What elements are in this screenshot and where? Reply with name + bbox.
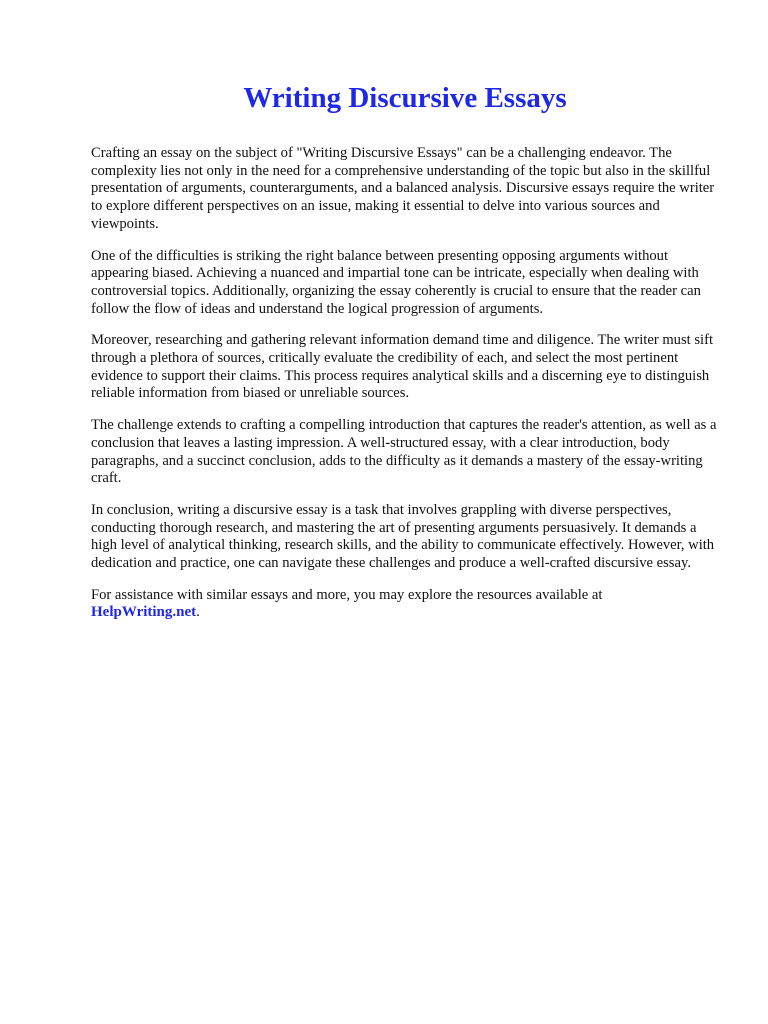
paragraph-3: Moreover, researching and gathering relevant information demand time and diligence. The writer must sift through a plethora of sources, critically evaluate the credibility of each, and select the most pertinent evidence to support their claims. This process requires analytical skills and a discerning eye to distinguish reliable information from biased or unreliable sources. [91, 332, 714, 402]
paragraph-1: Crafting an essay on the subject of "Writing Discursive Essays" can be a challenging endeavor. The complexity lies not only in the need for a comprehensive understanding of the topic but also in the skillful presentation of arguments, counterarguments, and a balanced analysis. Discursive essays require the writer to explore different perspectives on an issue, making it essential to delve into various sources and viewpoints. [91, 145, 715, 232]
page-title: Writing Discursive Essays [243, 82, 567, 114]
paragraph-2: One of the difficulties is striking the right balance between presenting opposing arguments without appearing biased. Achieving a nuanced and impartial tone can be intricate, especially when dealing with controversial topics. Additionally, organizing the essay coherently is crucial to ensure that the reader can follow the flow of ideas and understand the logical progression of arguments. [91, 247, 701, 317]
paragraph-4: The challenge extends to crafting a compelling introduction that captures the reader's attention, as well as a conclusion that leaves a lasting impression. A well-structured essay, with a clear introduction, body paragraphs, and a succinct conclusion, adds to the difficulty as it demands a mastery of the essay-writing craft. [91, 417, 717, 487]
closing-paragraph [91, 587, 724, 622]
closing-suffix: . [196, 604, 200, 621]
helpwriting-link[interactable]: HelpWriting.net [91, 604, 197, 621]
closing-text: For assistance with similar essays and more, you may explore the resources available at [91, 586, 603, 603]
paragraph-5: In conclusion, writing a discursive essay is a task that involves grappling with diverse perspectives, conducting thorough research, and mastering the art of presenting arguments persuasively. It demands a high level of analytical thinking, research skills, and the ability to communicate effectively. However, with dedication and practice, one can navigate these challenges and produce a well-crafted discursive essay. [91, 501, 715, 572]
